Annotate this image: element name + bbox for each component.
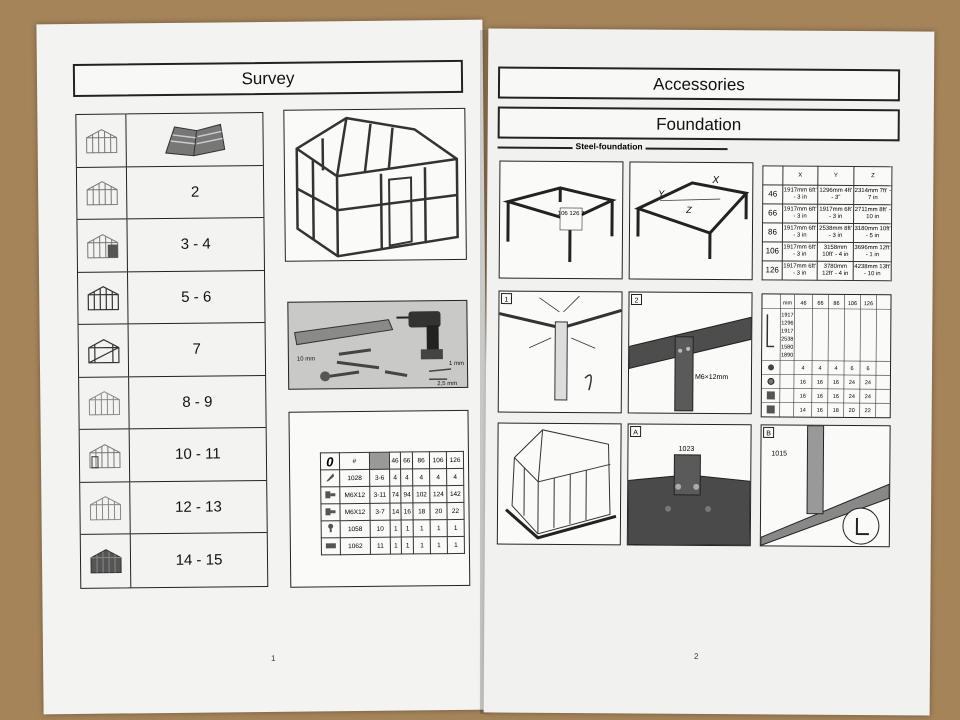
parts-table (320, 451, 465, 556)
matrix-part-icons (767, 314, 776, 413)
dims-header-cell: Y (818, 166, 854, 185)
manual-icon (162, 122, 226, 157)
parts-matrix-grid (762, 294, 891, 417)
parts-header-cell: # (339, 452, 370, 469)
greenhouse-icon (81, 534, 132, 587)
survey-row-manual (126, 113, 263, 166)
survey-row (81, 533, 268, 587)
dims-cell: 1917mm 6ft' - 3 in (817, 204, 853, 223)
parts-matrix (761, 293, 892, 418)
accessories-title-box (498, 67, 900, 102)
bolt-size-label: M6×12mm (694, 373, 729, 382)
step-b-figure (760, 424, 891, 547)
parts-cell: 4 (389, 469, 401, 486)
survey-row (77, 218, 264, 272)
page-number-left: 1 (271, 653, 276, 663)
parts-cell: 4 (413, 469, 430, 486)
foundation-frame-drawing (500, 162, 623, 279)
parts-cell: 74 (389, 486, 401, 503)
parts-cell: 1062 (340, 537, 371, 554)
parts-figure (288, 410, 470, 588)
matrix-count: 20 (848, 407, 855, 415)
part-icon (321, 470, 340, 487)
matrix-mm: 1296 (781, 320, 794, 327)
greenhouse-on-foundation-drawing (498, 424, 621, 545)
parts-cell: 10 (370, 520, 389, 537)
parts-row (321, 485, 464, 503)
parts-header-cell: 0 (320, 453, 339, 470)
parts-row (321, 502, 464, 520)
accessories-title: Accessories (653, 74, 745, 95)
dims-cell: 1917mm 6ft' - 3 in (782, 223, 817, 242)
step-house-figure (497, 423, 622, 546)
matrix-mm: 1890 (780, 352, 794, 359)
dimension-a-label: 1023 (678, 445, 695, 453)
parts-cell: 1 (447, 519, 464, 536)
greenhouse-icon (79, 377, 130, 429)
survey-row-pages: 8 - 9 (182, 393, 213, 411)
greenhouse-icon (76, 114, 127, 166)
tools-figure (287, 300, 468, 390)
foundation-dims-figure (629, 161, 754, 280)
survey-table (75, 112, 268, 588)
step-2-drawing (629, 292, 752, 413)
parts-cell: 11 (371, 537, 390, 554)
step-number: 2 (634, 297, 639, 305)
matrix-mm: 1917 (781, 312, 794, 319)
dims-row (763, 204, 892, 224)
matrix-count: 18 (832, 407, 839, 414)
parts-cell: 124 (430, 486, 447, 503)
dim-y-label: Y (658, 188, 665, 199)
parts-cell: 1 (390, 520, 402, 537)
parts-row (321, 536, 464, 554)
parts-cell: 1 (413, 520, 430, 537)
matrix-count: 4 (834, 365, 838, 372)
parts-cell: 1 (402, 537, 414, 554)
parts-cell: 1 (430, 520, 447, 537)
drill-bit-label: 10 mm (296, 356, 316, 363)
steel-foundation-label: Steel-foundation (573, 141, 646, 152)
parts-cell: 1028 (339, 469, 370, 486)
greenhouse-icon (80, 482, 131, 534)
parts-cell: 22 (447, 502, 464, 519)
dims-model-cell: 66 (763, 204, 783, 223)
matrix-count: 16 (816, 393, 823, 400)
survey-row-pages: 7 (192, 340, 202, 358)
matrix-count: 24 (848, 379, 856, 387)
dims-cell: 3158mm 10ft' - 4 in (817, 242, 853, 261)
matrix-count: 16 (832, 393, 839, 400)
parts-cell: 1 (447, 536, 464, 553)
matrix-count: 4 (801, 365, 805, 372)
parts-cell: 1 (430, 537, 447, 554)
parts-header-cell: 46 (389, 452, 401, 469)
matrix-header: 86 (833, 300, 840, 307)
parts-cell: 3-6 (370, 469, 389, 486)
left-page (36, 20, 489, 715)
survey-row (79, 323, 266, 377)
matrix-count: 24 (864, 394, 871, 401)
bolt-icon (321, 487, 340, 504)
matrix-count: 16 (816, 379, 824, 386)
steel-foundation-rule (498, 141, 728, 155)
parts-cell: 16 (401, 503, 413, 520)
foundation-title: Foundation (656, 114, 742, 135)
pin-icon (321, 521, 340, 538)
dims-model-cell: 86 (762, 223, 782, 242)
parts-cell: 3-7 (370, 503, 389, 520)
parts-cell: 3-11 (370, 486, 389, 503)
dims-cell: 3180mm 10ft' - 5 in (854, 224, 892, 243)
matrix-header: 106 (847, 300, 858, 308)
greenhouse-icon (79, 324, 130, 376)
matrix-count: 16 (816, 407, 823, 414)
parts-cell: 142 (447, 485, 464, 502)
parts-cell: M6X12 (339, 486, 370, 503)
matrix-header: 46 (800, 300, 807, 307)
bit-2-label: 2,5 mm (437, 380, 458, 388)
matrix-count: 6 (850, 365, 854, 373)
survey-row (80, 428, 267, 482)
frame-stack-label: 106 126 2 (557, 210, 585, 218)
dims-cell: 4238mm 13ft' - 10 in (853, 262, 891, 281)
profile-icon (321, 538, 340, 555)
greenhouse-frame-drawing (284, 109, 466, 261)
parts-cell: 1 (390, 537, 402, 554)
step-2-figure (628, 291, 753, 414)
dims-cell: 2314mm 7ft' - 7 in (854, 186, 892, 205)
step-b-drawing (761, 425, 890, 546)
greenhouse-icon (77, 219, 128, 271)
step-1-figure (498, 291, 623, 414)
dims-row (762, 261, 891, 281)
dimension-b-label: 1015 (771, 450, 788, 458)
matrix-mm: 2538 (781, 336, 794, 343)
matrix-count: 22 (864, 408, 871, 415)
survey-row-pages: 2 (190, 183, 200, 201)
dims-header-cell: Z (854, 167, 892, 186)
survey-row (76, 113, 263, 167)
survey-row-pages: 5 - 6 (181, 288, 212, 306)
survey-row (79, 375, 266, 429)
dims-row (763, 185, 892, 205)
parts-cell: 1 (413, 537, 430, 554)
survey-row-pages: 10 - 11 (175, 445, 221, 464)
parts-header-cell: 86 (413, 452, 430, 469)
parts-cell: 1058 (340, 520, 371, 537)
dims-model-cell: 126 (762, 261, 782, 280)
matrix-header: 126 (863, 301, 874, 308)
parts-cell: 102 (413, 486, 430, 503)
parts-row (321, 519, 464, 537)
dims-cell: 3780mm 12ft' - 4 in (817, 261, 853, 280)
dim-z-label: Z (686, 204, 692, 215)
parts-cell: 94 (401, 486, 413, 503)
parts-cell: 18 (413, 503, 430, 520)
parts-cell: 4 (447, 468, 464, 485)
parts-header-cell: 66 (401, 452, 413, 469)
survey-row-pages: 12 - 13 (175, 498, 222, 516)
dims-row (762, 223, 891, 243)
bolt-icon (321, 504, 340, 521)
survey-title: Survey (241, 68, 295, 89)
parts-cell: 20 (430, 503, 447, 520)
tools-drawing (288, 301, 467, 389)
dims-cell: 1296mm 4ft' - 3" (818, 185, 854, 204)
parts-header-icon-cell (370, 452, 389, 469)
matrix-header: 66 (817, 300, 824, 307)
matrix-count: 16 (799, 393, 806, 400)
dims-cell: 1917mm 6ft' - 3 in (782, 261, 817, 280)
greenhouse-icon (77, 167, 128, 219)
dims-model-cell: 46 (763, 185, 783, 204)
dims-row (762, 242, 891, 262)
survey-row-pages: 3 - 4 (180, 235, 211, 254)
bit-1-label: 1 mm (448, 360, 465, 368)
dims-header-cell: X (783, 166, 818, 185)
matrix-count: 16 (799, 379, 807, 386)
matrix-count: 6 (866, 366, 870, 373)
matrix-mm: 1580 (781, 344, 794, 351)
foundation-title-box (498, 107, 900, 142)
dims-cell: 2711mm 8ft' - 10 in (854, 205, 892, 224)
step-a-figure (627, 423, 752, 546)
dim-x-label: X (712, 175, 720, 187)
parts-cell: 1 (402, 520, 414, 537)
parts-cell: 4 (401, 469, 413, 486)
step-1-drawing (499, 292, 622, 413)
parts-row (321, 468, 464, 486)
parts-header-cell: 106 (430, 452, 447, 469)
survey-row (78, 270, 265, 324)
foundation-frame-figure (499, 161, 624, 280)
step-letter: B (766, 430, 771, 438)
parts-cell: M6X12 (339, 503, 370, 520)
survey-row (80, 480, 267, 534)
parts-header-cell: 126 (446, 451, 463, 468)
dims-cell: 2538mm 8ft' - 3 in (817, 223, 853, 242)
matrix-mm: 1917 (781, 328, 794, 335)
parts-cell: 14 (390, 503, 402, 520)
step-a-drawing (628, 424, 751, 545)
right-page (484, 28, 935, 715)
matrix-count: 14 (799, 407, 806, 414)
step-number: 1 (504, 296, 509, 304)
parts-cell: 4 (430, 469, 447, 486)
matrix-count: 4 (818, 365, 822, 372)
dims-cell: 1917mm 6ft' - 3 in (783, 185, 818, 204)
matrix-count: 24 (864, 380, 872, 387)
matrix-header: mm (782, 300, 793, 307)
step-letter: A (633, 429, 638, 437)
matrix-count: 16 (832, 379, 840, 386)
dims-cell: 1917mm 6ft' - 3 in (782, 242, 817, 261)
survey-row (77, 165, 264, 219)
dims-header-cell (763, 166, 783, 185)
foundation-dims-drawing (630, 162, 753, 279)
page-number-right: 2 (693, 651, 699, 661)
dims-model-cell: 106 (762, 242, 782, 261)
greenhouse-icon (80, 429, 131, 481)
dims-cell: 1917mm 6ft' - 3 in (783, 204, 818, 223)
survey-title-box (73, 60, 463, 97)
greenhouse-icon (78, 272, 129, 324)
dims-cell: 3696mm 12ft' - 1 in (853, 243, 891, 262)
survey-row-pages: 14 - 15 (175, 551, 223, 569)
matrix-count: 24 (848, 393, 855, 401)
greenhouse-figure (283, 108, 467, 262)
dimensions-table (762, 165, 893, 281)
